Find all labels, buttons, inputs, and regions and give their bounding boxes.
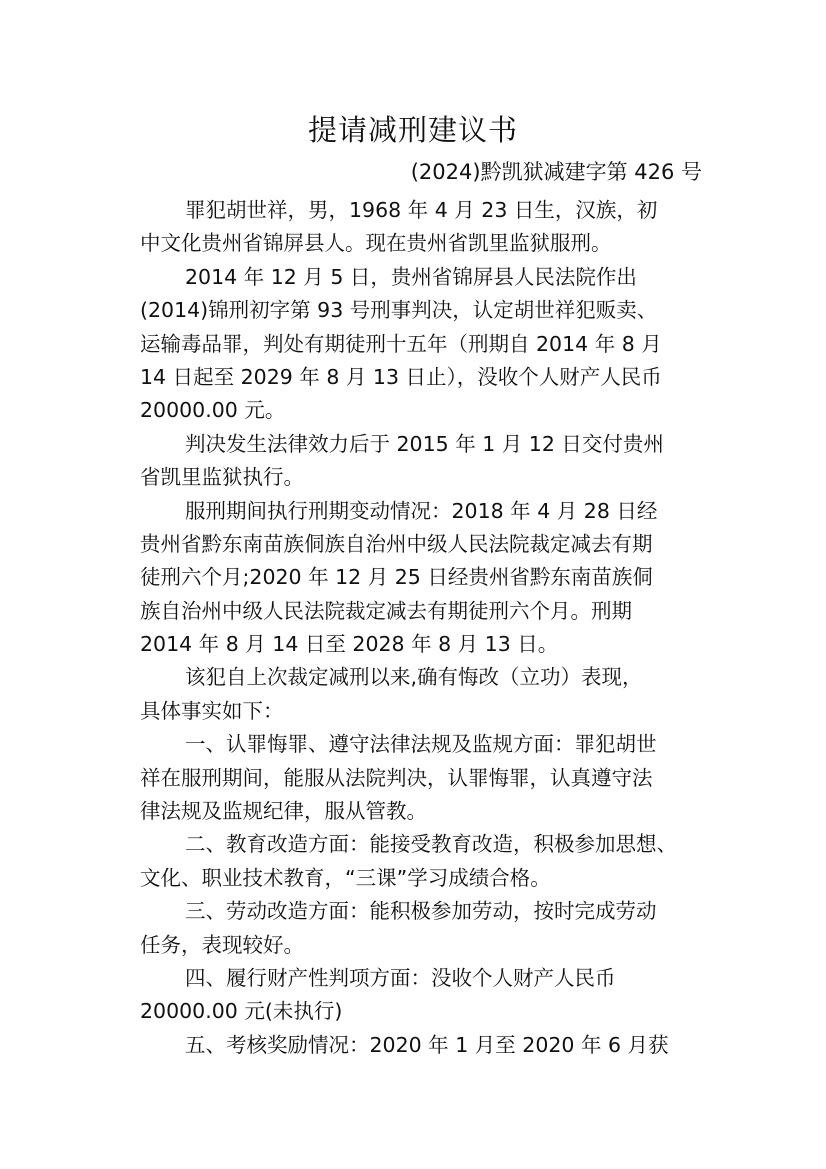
paragraph-line: 14 日起至 2029 年 8 月 13 日止），没收个人财产人民币 bbox=[140, 364, 662, 389]
paragraph-line: (2014)锦刑初字第 93 号刑事判决，认定胡世祥犯贩卖、 bbox=[140, 298, 658, 323]
paragraph-line: 祥在服刑期间，能服从法院判决，认罪悔罪，认真遵守法 bbox=[140, 765, 653, 790]
document-number: (2024)黔凯狱减建字第 426 号 bbox=[410, 160, 702, 184]
paragraph-line: 五、考核奖励情况：2020 年 1 月至 2020 年 6 月获 bbox=[185, 1032, 669, 1057]
paragraph-line: 徒刑六个月;2020 年 12 月 25 日经贵州省黔东南苗族侗 bbox=[140, 565, 653, 590]
paragraph-line: 一、认罪悔罪、遵守法律法规及监规方面：罪犯胡世 bbox=[185, 732, 657, 757]
paragraph-line: 具体事实如下： bbox=[140, 698, 284, 723]
paragraph-line: 三、劳动改造方面：能积极参加劳动，按时完成劳动 bbox=[185, 899, 657, 924]
document-body bbox=[140, 194, 705, 1062]
paragraph-line: 贵州省黔东南苗族侗族自治州中级人民法院裁定减去有期 bbox=[140, 531, 653, 556]
paragraph-line: 服刑期间执行刑期变动情况：2018 年 4 月 28 日经 bbox=[185, 498, 658, 523]
paragraph-line: 运输毒品罪，判处有期徒刑十五年（刑期自 2014 年 8 月 bbox=[140, 331, 662, 356]
paragraph-line: 该犯自上次裁定减刑以来,确有悔改（立功）表现， bbox=[185, 665, 643, 690]
paragraph-line: 20000.00 元(未执行) bbox=[140, 999, 343, 1024]
paragraph-line: 中文化贵州省锦屏县人。现在贵州省凯里监狱服刑。 bbox=[140, 231, 612, 256]
paragraph-line: 20000.00 元。 bbox=[140, 398, 286, 423]
paragraph-line: 四、履行财产性判项方面：没收个人财产人民币 bbox=[185, 965, 616, 990]
paragraph-line: 族自治州中级人民法院裁定减去有期徒刑六个月。刑期 bbox=[140, 598, 632, 623]
paragraph-line: 二、教育改造方面：能接受教育改造，积极参加思想、 bbox=[185, 832, 677, 857]
paragraph-line: 任务，表现较好。 bbox=[140, 932, 304, 957]
paragraph-line: 2014 年 8 月 14 日至 2028 年 8 月 13 日。 bbox=[140, 632, 559, 657]
paragraph-line: 2014 年 12 月 5 日，贵州省锦屏县人民法院作出 bbox=[185, 264, 637, 289]
document-title: 提请减刑建议书 bbox=[307, 113, 518, 147]
paragraph-line: 文化、职业技术教育，“三课”学习成绩合格。 bbox=[140, 865, 551, 890]
paragraph-line: 罪犯胡世祥，男，1968 年 4 月 23 日生，汉族，初 bbox=[185, 198, 658, 222]
paragraph-line: 省凯里监狱执行。 bbox=[140, 465, 304, 490]
paragraph-line: 律法规及监规纪律，服从管教。 bbox=[140, 799, 427, 824]
paragraph-line: 判决发生法律效力后于 2015 年 1 月 12 日交付贵州 bbox=[185, 431, 664, 456]
